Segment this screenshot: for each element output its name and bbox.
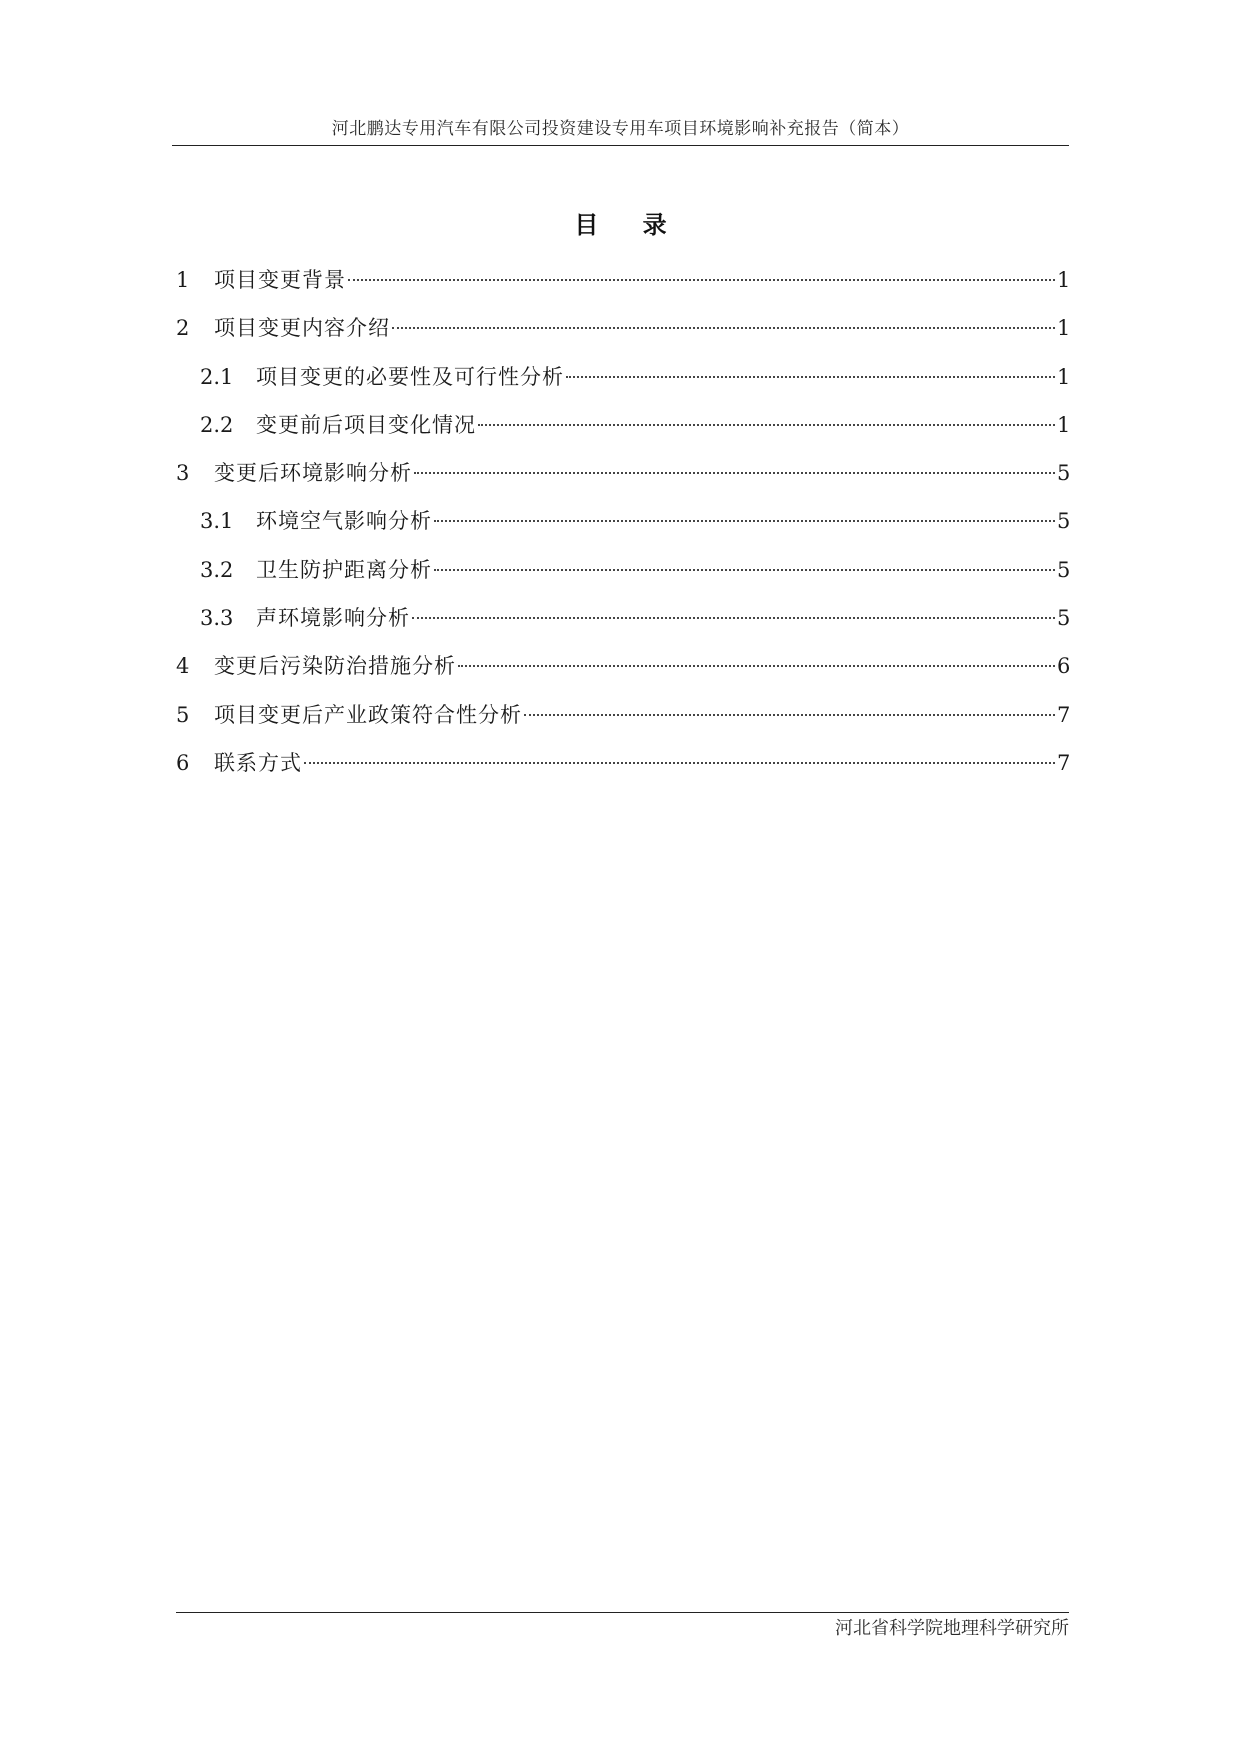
toc-entry[interactable] (176, 642, 1069, 690)
toc-entry-number: 3.2 (200, 557, 234, 582)
toc-entry-number: 4 (176, 654, 190, 679)
toc-entry-page: 5 (1057, 606, 1071, 631)
toc-entry[interactable] (176, 304, 1069, 352)
toc-leader-dots (478, 424, 1055, 426)
toc-entry[interactable] (176, 256, 1069, 304)
toc-entry-page: 1 (1057, 268, 1071, 292)
toc-leader-dots (524, 714, 1055, 716)
toc-entry-label: 环境空气影响分析 (256, 509, 432, 534)
toc-leader-dots (392, 327, 1055, 329)
footer-organization: 河北省科学院地理科学研究所 (835, 1618, 1069, 1639)
toc-entry[interactable] (176, 691, 1069, 739)
toc-entry[interactable] (176, 449, 1069, 497)
toc-entry-page: 7 (1057, 702, 1071, 727)
toc-title: 目 录 (574, 210, 685, 239)
toc-entry-number: 2.2 (200, 412, 234, 437)
toc-leader-dots (304, 762, 1055, 764)
toc-entry-number: 1 (176, 268, 190, 292)
toc-entry-label: 项目变更内容介绍 (214, 316, 390, 341)
toc-entry-page: 1 (1057, 316, 1071, 341)
toc-entry-label: 声环境影响分析 (256, 606, 410, 631)
toc-entry-number: 3 (176, 461, 190, 486)
toc-leader-dots (434, 569, 1055, 571)
toc-subentry[interactable] (176, 401, 1069, 449)
toc-entry-number: 3.3 (200, 606, 234, 631)
header-divider (172, 145, 1069, 146)
toc-leader-dots (348, 279, 1055, 281)
toc-entry-label: 卫生防护距离分析 (256, 557, 432, 582)
toc-leader-dots (412, 617, 1055, 619)
toc-entry-number: 3.1 (200, 509, 234, 534)
toc-leader-dots (566, 376, 1055, 378)
toc-entry[interactable] (176, 739, 1069, 787)
toc-entry-page: 1 (1057, 412, 1071, 437)
toc-entry-label: 变更后环境影响分析 (214, 461, 412, 486)
toc-entry-label: 项目变更的必要性及可行性分析 (256, 364, 564, 389)
table-of-contents (176, 256, 1069, 787)
toc-entry-number: 5 (176, 702, 190, 727)
toc-leader-dots (434, 520, 1055, 522)
document-header: 河北鹏达专用汽车有限公司投资建设专用车项目环境影响补充报告（简本） (331, 119, 910, 139)
toc-entry-number: 2 (176, 316, 190, 341)
toc-entry-number: 2.1 (200, 364, 234, 389)
toc-entry-label: 项目变更背景 (214, 268, 346, 292)
footer-divider (176, 1612, 1069, 1613)
toc-subentry[interactable] (176, 546, 1069, 594)
toc-entry-page: 7 (1057, 750, 1071, 775)
toc-entry-number: 6 (176, 750, 190, 775)
toc-leader-dots (414, 472, 1055, 474)
toc-entry-label: 变更后污染防治措施分析 (214, 654, 456, 679)
toc-subentry[interactable] (176, 594, 1069, 642)
toc-leader-dots (458, 665, 1055, 667)
toc-subentry[interactable] (176, 497, 1069, 545)
toc-subentry[interactable] (176, 353, 1069, 401)
toc-entry-page: 5 (1057, 461, 1071, 486)
toc-entry-page: 5 (1057, 509, 1071, 534)
toc-entry-label: 项目变更后产业政策符合性分析 (214, 702, 522, 727)
toc-entry-label: 变更前后项目变化情况 (256, 412, 476, 437)
toc-entry-page: 1 (1057, 364, 1071, 389)
toc-entry-page: 6 (1057, 654, 1071, 679)
toc-entry-page: 5 (1057, 557, 1071, 582)
toc-entry-label: 联系方式 (214, 750, 302, 775)
